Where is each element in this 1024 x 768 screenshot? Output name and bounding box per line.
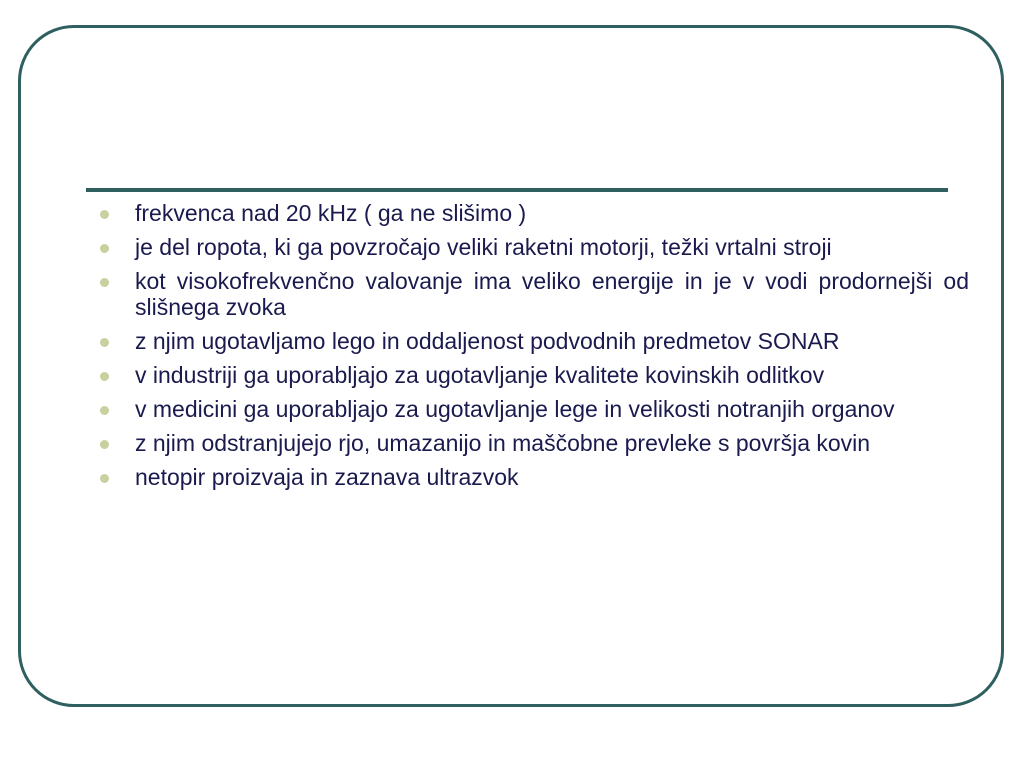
list-item: [93, 328, 969, 354]
title-divider: [86, 188, 948, 192]
list-item: [93, 396, 969, 422]
bullet-icon: [100, 474, 109, 483]
bullet-text: netopir proizvaja in zaznava ultrazvok: [135, 464, 519, 490]
list-item: [93, 234, 969, 260]
list-item: [93, 430, 969, 456]
bullet-icon: [100, 338, 109, 347]
bullet-icon: [100, 210, 109, 219]
bullet-icon: [100, 278, 109, 287]
bullet-text: z njim odstranjujejo rjo, umazanijo in maščobne prevleke s površja kovin: [135, 430, 871, 456]
bullet-text: frekvenca nad 20 kHz ( ga ne slišimo ): [135, 200, 527, 226]
bullet-list: [93, 200, 969, 498]
bullet-icon: [100, 244, 109, 253]
bullet-icon: [100, 440, 109, 449]
list-item: [93, 268, 969, 320]
list-item: [93, 464, 969, 490]
bullet-text: v industriji ga uporabljajo za ugotavljanje kvalitete kovinskih odlitkov: [135, 362, 825, 388]
bullet-text: kot visokofrekvenčno valovanje ima veliko energije in je v vodi prodornejši od slišnega zvoka: [135, 268, 969, 320]
bullet-icon: [100, 372, 109, 381]
bullet-text: z njim ugotavljamo lego in oddaljenost podvodnih predmetov SONAR: [135, 328, 840, 354]
bullet-text: je del ropota, ki ga povzročajo veliki raketni motorji, težki vrtalni stroji: [135, 234, 832, 260]
list-item: [93, 200, 969, 226]
list-item: [93, 362, 969, 388]
bullet-icon: [100, 406, 109, 415]
bullet-text: v medicini ga uporabljajo za ugotavljanje lege in velikosti notranjih organov: [135, 396, 895, 422]
